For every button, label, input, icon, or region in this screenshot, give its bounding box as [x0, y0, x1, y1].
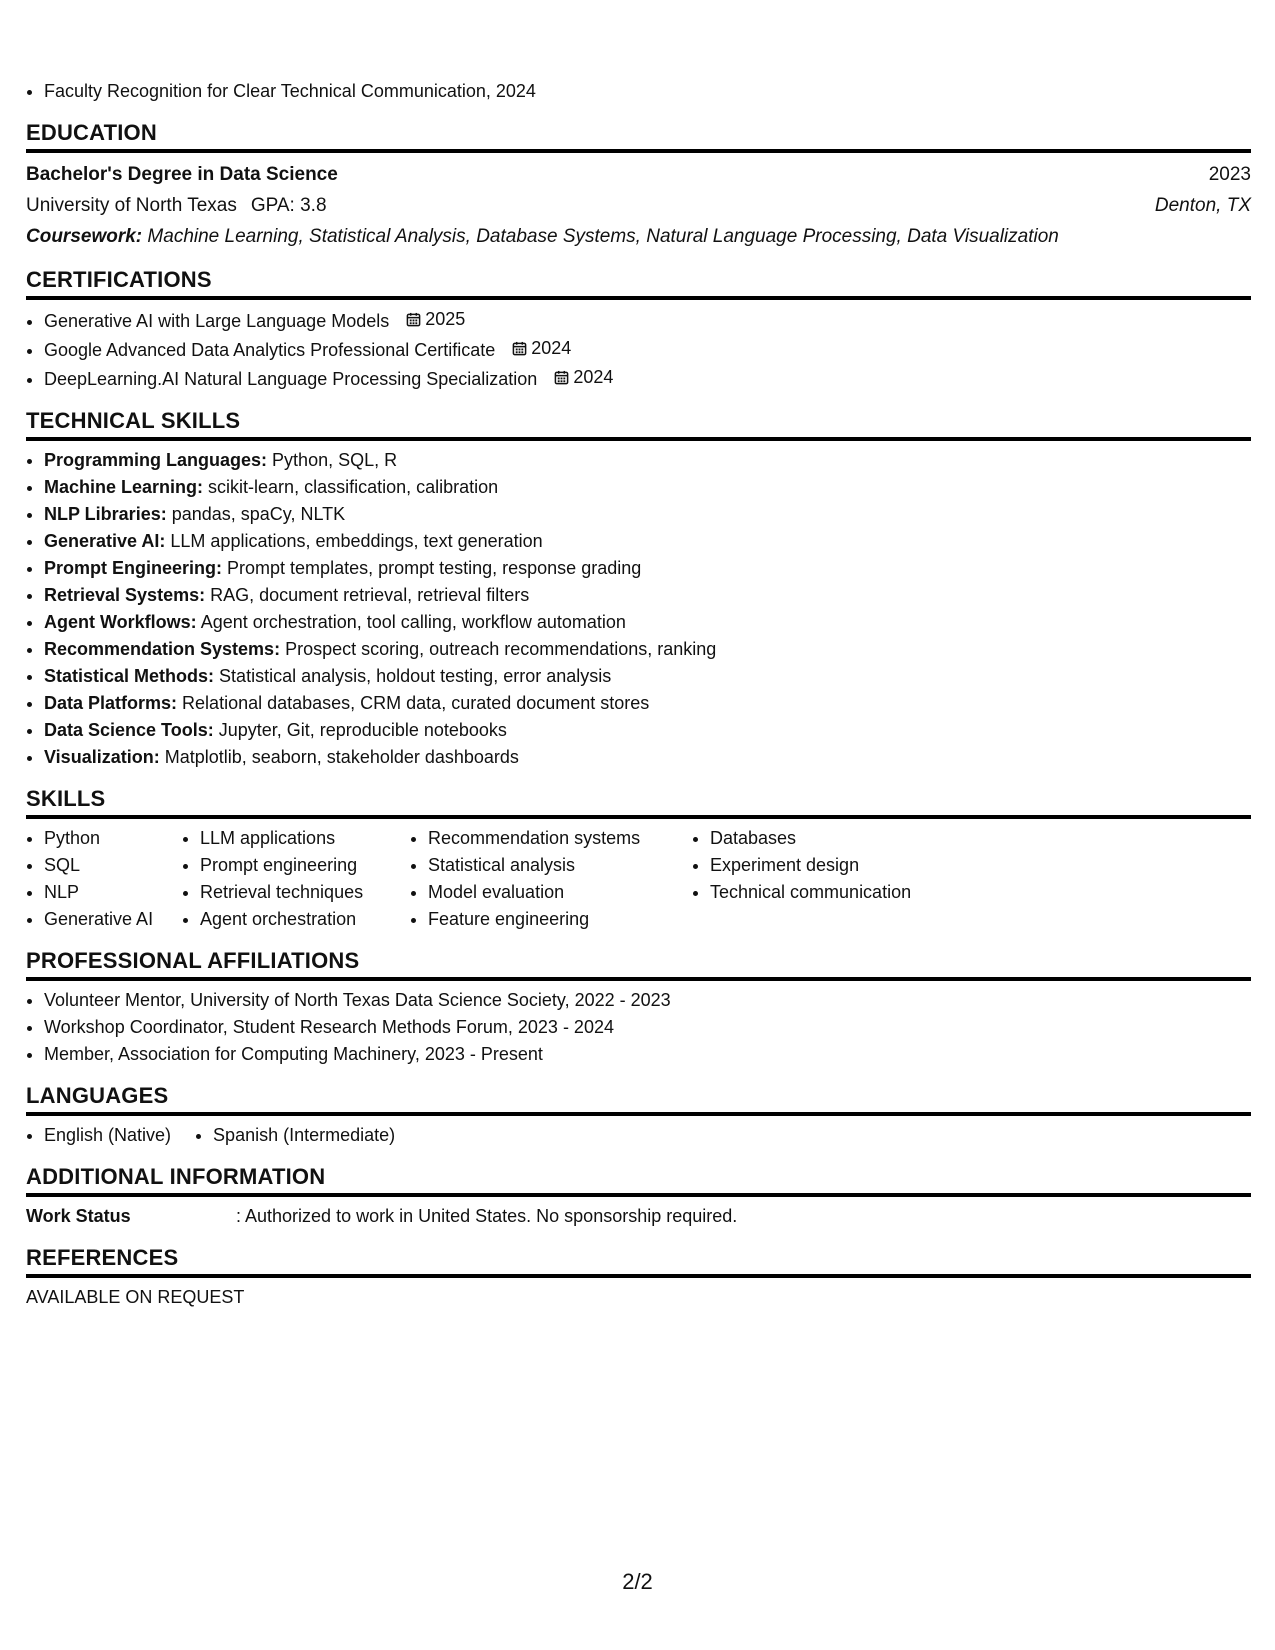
resume-content: [26, 78, 1251, 1311]
skill-values: RAG, document retrieval, retrieval filters: [210, 585, 530, 605]
education-institution-row: [26, 190, 1251, 221]
section-title: EDUCATION: [26, 119, 1251, 153]
skill-category: Retrieval Systems:: [44, 585, 206, 605]
certifications-section: [26, 266, 1251, 393]
list-item: [44, 364, 1251, 393]
list-item: • Generative AI: [44, 906, 158, 933]
skill-category: Recommendation Systems:: [44, 639, 281, 659]
references-text: AVAILABLE ON REQUEST: [26, 1287, 245, 1307]
work-status-row: [26, 1203, 1251, 1230]
skill-category: Machine Learning:: [44, 477, 204, 497]
section-title: CERTIFICATIONS: [26, 266, 1251, 300]
page-number: 2/2: [622, 1569, 653, 1594]
list-item: • Python: [44, 825, 158, 852]
certification-date: [512, 335, 571, 362]
skill-values: Prospect scoring, outreach recommendations, ranking: [285, 639, 717, 659]
skill-category: Visualization:: [44, 747, 160, 767]
list-item: • Databases: [710, 825, 911, 852]
list-item: • Feature engineering: [428, 906, 668, 933]
list-item: • Agent orchestration: [200, 906, 386, 933]
list-item: • Spanish (Intermediate): [213, 1122, 395, 1149]
calendar-icon: [406, 312, 421, 327]
institution-group: [26, 190, 327, 221]
list-item: [44, 555, 1251, 582]
list-item: • LLM applications: [200, 825, 386, 852]
list-item: • NLP: [44, 879, 158, 906]
work-status-label: Work Status: [26, 1206, 131, 1226]
certification-date: [554, 364, 613, 391]
list-item: [44, 474, 1251, 501]
list-item: • Statistical analysis: [428, 852, 668, 879]
skill-values: Prompt templates, prompt testing, response grading: [227, 558, 642, 578]
gpa: GPA: 3.8: [250, 195, 327, 216]
skill-category: Prompt Engineering:: [44, 558, 223, 578]
skill-values: Python, SQL, R: [272, 450, 398, 470]
skill-values: Agent orchestration, tool calling, workflow automation: [200, 612, 626, 632]
list-item: • Recommendation systems: [428, 825, 668, 852]
coursework-label: Coursework:: [26, 226, 143, 247]
list-item: [44, 447, 1251, 474]
skill-category: NLP Libraries:: [44, 504, 167, 524]
certification-date: [406, 306, 465, 333]
list-item: • English (Native): [44, 1122, 171, 1149]
list-item: [44, 663, 1251, 690]
list-item: [44, 744, 1251, 771]
affiliations-section: [26, 947, 1251, 1068]
skill-category: Statistical Methods:: [44, 666, 215, 686]
list-item: • Member, Association for Computing Machinery, 2023 - Present: [44, 1041, 1251, 1068]
certification-year: 2024: [573, 367, 614, 387]
list-item: [44, 528, 1251, 555]
coursework-list: Machine Learning, Statistical Analysis, Database Systems, Natural Language Processing, Data Visualization: [147, 226, 1059, 247]
list-item: [44, 582, 1251, 609]
institution-location: Denton, TX: [1154, 195, 1251, 216]
list-item: • Technical communication: [710, 879, 911, 906]
list-item: [44, 717, 1251, 744]
skill-category: Programming Languages:: [44, 450, 268, 470]
skill-category: Agent Workflows:: [44, 612, 197, 632]
institution-name: University of North Texas: [26, 195, 237, 216]
certification-year: 2024: [531, 338, 572, 358]
section-title: SKILLS: [26, 785, 1251, 819]
coursework: [26, 221, 1251, 252]
calendar-icon: [554, 370, 569, 385]
skills-column: [182, 825, 386, 933]
section-title: ADDITIONAL INFORMATION: [26, 1163, 1251, 1197]
certification-name: Google Advanced Data Analytics Professional Certificate: [44, 340, 496, 360]
skills-columns: [26, 825, 1251, 933]
awards-list: [26, 78, 1251, 105]
list-item: [44, 306, 1251, 335]
skill-values: Statistical analysis, holdout testing, error analysis: [219, 666, 612, 686]
degree-year: 2023: [1208, 164, 1251, 185]
list-item: • Workshop Coordinator, Student Research Methods Forum, 2023 - 2024: [44, 1014, 1251, 1041]
skill-values: pandas, spaCy, NLTK: [171, 504, 346, 524]
languages-list: [26, 1122, 1251, 1149]
list-item: [44, 501, 1251, 528]
skill-category: Data Platforms:: [44, 693, 178, 713]
education-degree-row: [26, 159, 1251, 190]
section-title: PROFESSIONAL AFFILIATIONS: [26, 947, 1251, 981]
skills-column: [26, 825, 158, 933]
references-section: [26, 1244, 1251, 1311]
certification-year: 2025: [425, 309, 466, 329]
list-item: • SQL: [44, 852, 158, 879]
skills-column: [692, 825, 911, 933]
skill-category: Generative AI:: [44, 531, 166, 551]
skill-category: Data Science Tools:: [44, 720, 214, 740]
skill-values: Relational databases, CRM data, curated document stores: [182, 693, 650, 713]
languages-section: [26, 1082, 1251, 1149]
certification-name: Generative AI with Large Language Models: [44, 311, 390, 331]
section-title: LANGUAGES: [26, 1082, 1251, 1116]
calendar-icon: [512, 341, 527, 356]
degree-name: Bachelor's Degree in Data Science: [26, 164, 338, 185]
work-status-value: : Authorized to work in United States. No sponsorship required.: [236, 1206, 738, 1226]
technical-skills-section: [26, 407, 1251, 771]
section-title: REFERENCES: [26, 1244, 1251, 1278]
certifications-list: [26, 306, 1251, 393]
skills-column: [410, 825, 668, 933]
skill-values: Matplotlib, seaborn, stakeholder dashboards: [164, 747, 519, 767]
list-item: • Experiment design: [710, 852, 911, 879]
section-title: TECHNICAL SKILLS: [26, 407, 1251, 441]
list-item: [44, 690, 1251, 717]
list-item: • Faculty Recognition for Clear Technical Communication, 2024: [44, 78, 1251, 105]
list-item: [44, 335, 1251, 364]
skill-values: LLM applications, embeddings, text generation: [170, 531, 543, 551]
list-item: • Retrieval techniques: [200, 879, 386, 906]
list-item: [44, 636, 1251, 663]
list-item: • Model evaluation: [428, 879, 668, 906]
skills-section: [26, 785, 1251, 933]
skill-values: scikit-learn, classification, calibration: [208, 477, 499, 497]
education-section: [26, 119, 1251, 252]
technical-skills-list: [26, 447, 1251, 771]
list-item: • Volunteer Mentor, University of North Texas Data Science Society, 2022 - 2023: [44, 987, 1251, 1014]
certification-name: DeepLearning.AI Natural Language Processing Specialization: [44, 369, 538, 389]
skill-values: Jupyter, Git, reproducible notebooks: [218, 720, 507, 740]
list-item: [44, 609, 1251, 636]
additional-info-section: [26, 1163, 1251, 1230]
affiliations-list: [26, 987, 1251, 1068]
list-item: • Prompt engineering: [200, 852, 386, 879]
